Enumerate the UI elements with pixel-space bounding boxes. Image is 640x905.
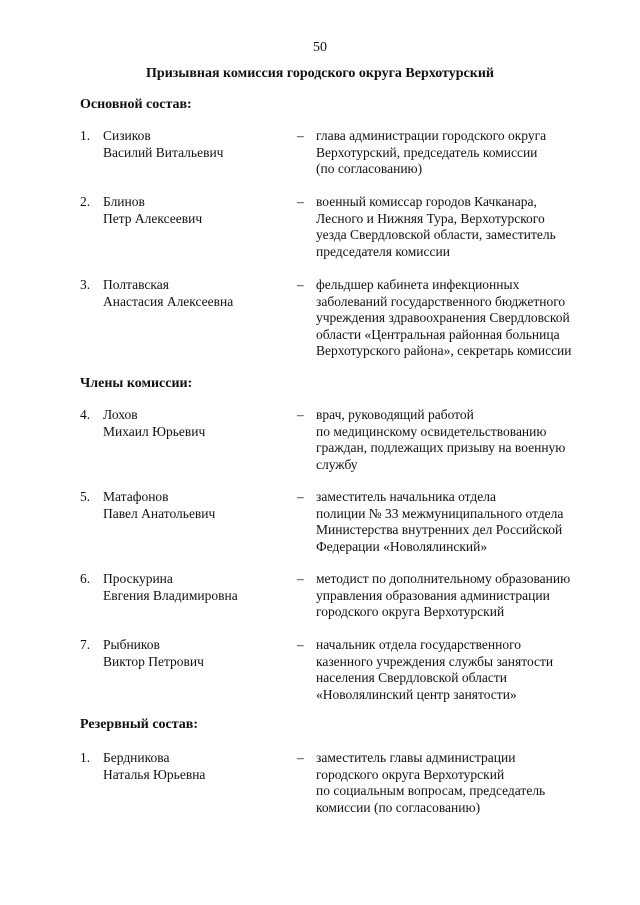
page-number: 50 — [313, 40, 327, 55]
person-name: Рыбников Виктор Петрович — [103, 637, 204, 669]
position-description: заместитель начальника отдела полиции № 33 межмуниципального отдела Министерства внутренних дел Российской Федерации «Новолялинский» — [316, 489, 564, 554]
dash: – — [297, 571, 304, 586]
item-number: 4. — [80, 407, 91, 422]
dash: – — [297, 128, 304, 143]
position-description: заместитель главы администрации городского округа Верхотурский по социальным вопросам, председатель комиссии (по согласованию) — [316, 750, 546, 815]
dash: – — [297, 750, 304, 765]
item-number: 7. — [80, 637, 91, 652]
position-description: глава администрации городского округа Верхотурский, председатель комиссии (по согласованию) — [316, 128, 547, 176]
item-number: 5. — [80, 489, 91, 504]
dash: – — [297, 489, 304, 504]
dash: – — [297, 637, 304, 652]
item-number: 6. — [80, 571, 91, 586]
item-number: 1. — [80, 128, 91, 143]
dash: – — [297, 407, 304, 422]
position-description: начальник отдела государственного казенного учреждения службы занятости населения Свердловской области «Новолялинский центр занятости» — [316, 637, 554, 702]
person-name: Проскурина Евгения Владимировна — [103, 571, 238, 603]
position-description: методист по дополнительному образованию управления образования администрации городского округа Верхотурский — [316, 571, 571, 619]
person-name: Бердникова Наталья Юрьевна — [103, 750, 206, 782]
dash: – — [297, 277, 304, 292]
document-title: Призывная комиссия городского округа Верхотурский — [146, 66, 494, 81]
person-name: Сизиков Василий Витальевич — [103, 128, 224, 160]
dash: – — [297, 194, 304, 209]
position-description: военный комиссар городов Качканара, Лесного и Нижняя Тура, Верхотурского уезда Свердловской области, заместитель председателя комиссии — [316, 194, 556, 259]
person-name: Полтавская Анастасия Алексеевна — [103, 277, 234, 309]
section-heading-reserve: Резервный состав: — [80, 717, 199, 732]
item-number: 3. — [80, 277, 91, 292]
position-description: фельдшер кабинета инфекционных заболеваний государственного бюджетного учреждения здравоохранения Свердловской области «Центральная районная больница Верхотурского района», секретарь комиссии — [316, 277, 572, 358]
section-heading-members: Члены комиссии: — [80, 376, 193, 391]
person-name: Блинов Петр Алексеевич — [103, 194, 203, 226]
item-number: 2. — [80, 194, 91, 209]
person-name: Матафонов Павел Анатольевич — [103, 489, 216, 521]
item-number: 1. — [80, 750, 91, 765]
person-name: Лохов Михаил Юрьевич — [103, 407, 206, 439]
section-heading-main: Основной состав: — [80, 97, 192, 112]
position-description: врач, руководящий работой по медицинскому освидетельствованию граждан, подлежащих призыву на военную службу — [316, 407, 566, 472]
